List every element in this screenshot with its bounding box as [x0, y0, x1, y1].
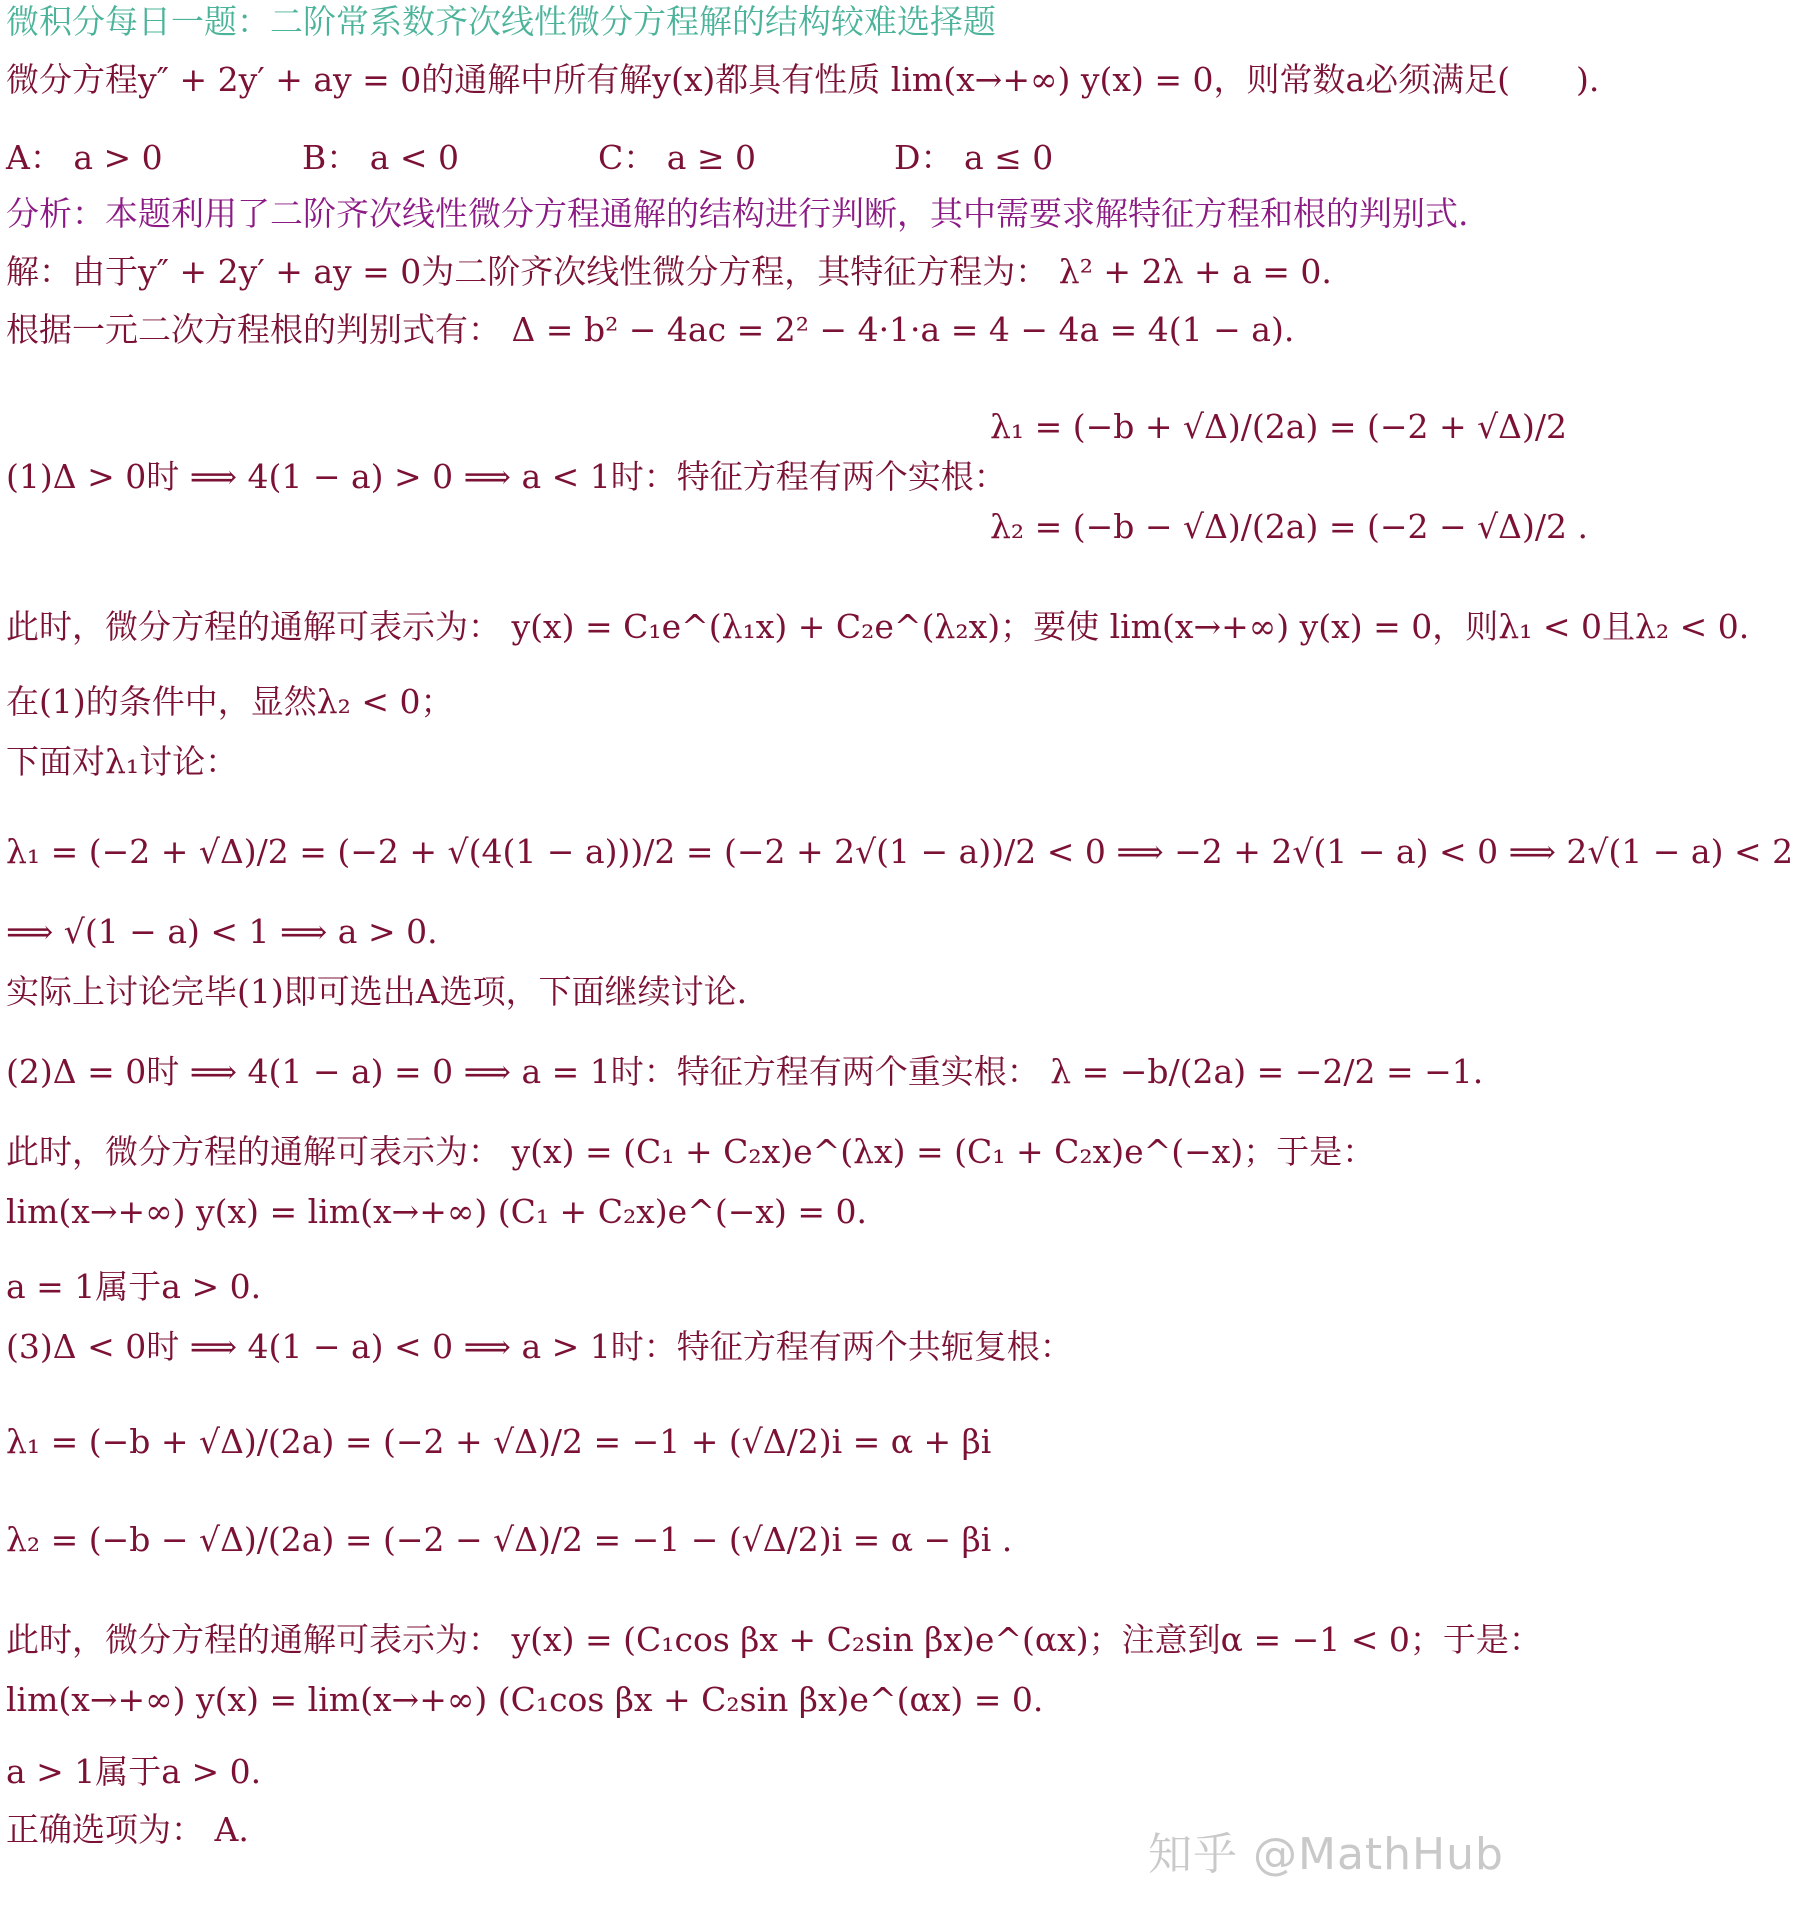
option-c: C： a ≥ 0	[598, 138, 757, 177]
document-title: 微积分每日一题：二阶常系数齐次线性微分方程解的结构较难选择题	[6, 2, 996, 41]
formula-line: λ₁ = (−b + √Δ)/(2a) = (−2 + √Δ)/2 = −1 + (√Δ/2)i = α + βi	[6, 1422, 992, 1461]
formula-line: ⟹ √(1 − a) < 1 ⟹ a > 0.	[6, 912, 438, 951]
solution-line: 此时，微分方程的通解可表示为： y(x) = (C₁ + C₂x)e^(λx) = (C₁ + C₂x)e^(−x)；于是：	[6, 1132, 1376, 1171]
solution-line: (2)Δ = 0时 ⟹ 4(1 − a) = 0 ⟹ a = 1时：特征方程有两个重实根： λ = −b/(2a) = −2/2 = −1.	[6, 1052, 1484, 1091]
formula-line: lim(x→+∞) y(x) = lim(x→+∞) (C₁cos βx + C₂sin βx)e^(αx) = 0.	[6, 1680, 1044, 1719]
analysis-text: 分析：本题利用了二阶齐次线性微分方程通解的结构进行判断，其中需要求解特征方程和根的判别式.	[6, 194, 1469, 233]
formula-line: lim(x→+∞) y(x) = lim(x→+∞) (C₁ + C₂x)e^(−x) = 0.	[6, 1192, 867, 1231]
option-a: A： a > 0	[6, 138, 163, 177]
formula-line: λ₁ = (−2 + √Δ)/2 = (−2 + √(4(1 − a)))/2 = (−2 + 2√(1 − a))/2 < 0 ⟹ −2 + 2√(1 − a) < 0 ⟹ 2√(1 − a) < 2	[6, 832, 1793, 871]
solution-line: 解：由于y″ + 2y′ + ay = 0为二阶齐次线性微分方程，其特征方程为： λ² + 2λ + a = 0.	[6, 252, 1332, 291]
solution-line: a = 1属于a > 0.	[6, 1267, 262, 1306]
formula-line: λ₂ = (−b − √Δ)/(2a) = (−2 − √Δ)/2 .	[990, 507, 1588, 546]
solution-line: 根据一元二次方程根的判别式有： Δ = b² − 4ac = 2² − 4·1·a = 4 − 4a = 4(1 − a).	[6, 310, 1295, 349]
question-text: 微分方程y″ + 2y′ + ay = 0的通解中所有解y(x)都具有性质 lim(x→+∞) y(x) = 0，则常数a必须满足( ).	[6, 60, 1600, 99]
solution-line: 实际上讨论完毕(1)即可选出A选项，下面继续讨论.	[6, 972, 748, 1011]
solution-line: 此时，微分方程的通解可表示为： y(x) = (C₁cos βx + C₂sin βx)e^(αx)；注意到α = −1 < 0；于是：	[6, 1620, 1542, 1659]
solution-line: (3)Δ < 0时 ⟹ 4(1 − a) < 0 ⟹ a > 1时：特征方程有两个共轭复根：	[6, 1327, 1073, 1366]
option-b: B： a < 0	[302, 138, 460, 177]
solution-line: 此时，微分方程的通解可表示为： y(x) = C₁e^(λ₁x) + C₂e^(λ₂x)；要使 lim(x→+∞) y(x) = 0，则λ₁ < 0且λ₂ < 0.	[6, 607, 1750, 646]
solution-line: a > 1属于a > 0.	[6, 1752, 262, 1791]
solution-line: 在(1)的条件中，显然λ₂ < 0；	[6, 682, 454, 721]
formula-line: λ₂ = (−b − √Δ)/(2a) = (−2 − √Δ)/2 = −1 − (√Δ/2)i = α − βi .	[6, 1520, 1013, 1559]
watermark: 知乎 @MathHub	[1148, 1829, 1504, 1880]
solution-line: 下面对λ₁讨论：	[6, 742, 239, 781]
formula-line: λ₁ = (−b + √Δ)/(2a) = (−2 + √Δ)/2	[990, 407, 1567, 446]
solution-line: (1)Δ > 0时 ⟹ 4(1 − a) > 0 ⟹ a < 1时：特征方程有两个实根：	[6, 457, 1007, 496]
option-d: D： a ≤ 0	[894, 138, 1054, 177]
answer-line: 正确选项为： A.	[6, 1810, 249, 1849]
